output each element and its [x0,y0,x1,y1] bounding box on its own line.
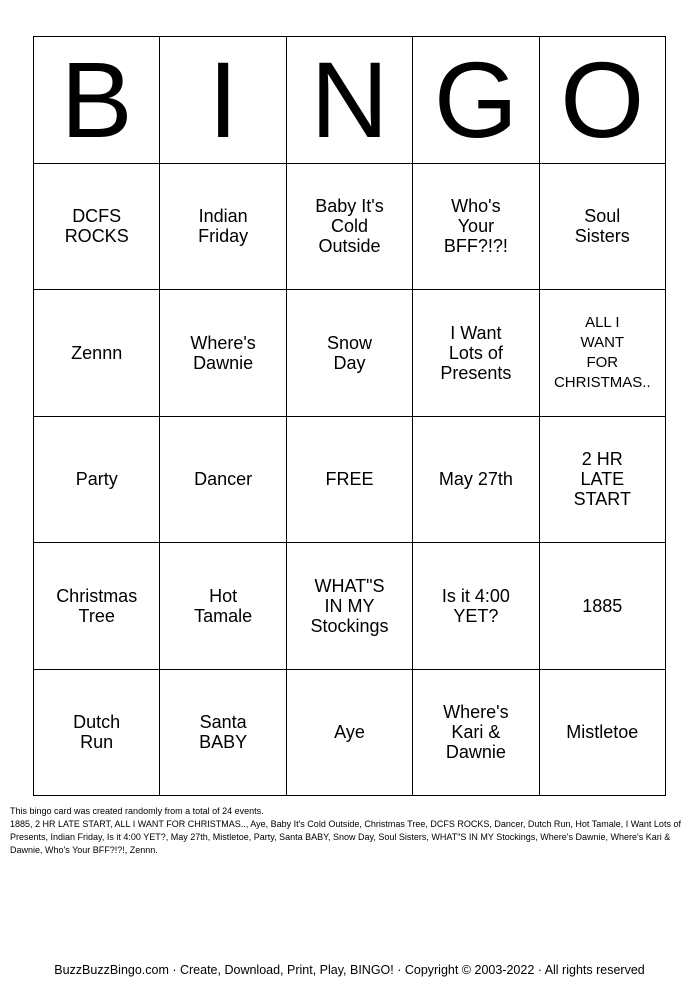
bingo-square: 2 HR LATE START [540,417,666,544]
bingo-square: Aye [287,670,413,797]
header-letter-n: N [287,37,413,164]
header-letter-b: B [34,37,160,164]
bingo-square: Where's Kari & Dawnie [413,670,539,797]
header-letter-o: O [540,37,666,164]
bingo-square: Snow Day [287,290,413,417]
bingo-square: Santa BABY [160,670,286,797]
card-info [10,805,690,857]
footer-text: BuzzBuzzBingo.com · Create, Download, Print, Play, BINGO! · Copyright © 2003-2022 · All rights reserved [54,963,645,977]
bingo-square: Where's Dawnie [160,290,286,417]
bingo-square: Indian Friday [160,164,286,291]
bingo-square: Christmas Tree [34,543,160,670]
bingo-square: 1885 [540,543,666,670]
bingo-square: Dutch Run [34,670,160,797]
bingo-square: DCFS ROCKS [34,164,160,291]
card-info-summary: This bingo card was created randomly from a total of 24 events. [10,806,264,816]
bingo-square: Baby It's Cold Outside [287,164,413,291]
card-info-events: 1885, 2 HR LATE START, ALL I WANT FOR CHRISTMAS.., Aye, Baby It's Cold Outside, Christmas Tree, DCFS ROCKS, Dancer, Dutch Run, Hot Tamale, I Want Lots of Presents, Indian Friday, Is it 4:00 YET?, May 27th, Mistletoe, Party, Santa BABY, Snow Day, Soul Sisters, WHAT"S IN MY Stockings, Where's Dawnie, Where's Kari & Dawnie, Who's Your BFF?!?!, Zennn. [10,819,681,855]
bingo-square: WHAT"S IN MY Stockings [287,543,413,670]
bingo-square: Zennn [34,290,160,417]
bingo-square: I Want Lots of Presents [413,290,539,417]
bingo-square: Hot Tamale [160,543,286,670]
bingo-card [33,36,666,796]
bingo-square: May 27th [413,417,539,544]
bingo-square: Who's Your BFF?!?! [413,164,539,291]
bingo-square: Dancer [160,417,286,544]
bingo-square: Party [34,417,160,544]
bingo-square: ALL I WANT FOR CHRISTMAS.. [540,290,666,417]
bingo-square: Soul Sisters [540,164,666,291]
bingo-square: Mistletoe [540,670,666,797]
bingo-square: Is it 4:00 YET? [413,543,539,670]
header-letter-g: G [413,37,539,164]
free-square: FREE [287,417,413,544]
header-letter-i: I [160,37,286,164]
